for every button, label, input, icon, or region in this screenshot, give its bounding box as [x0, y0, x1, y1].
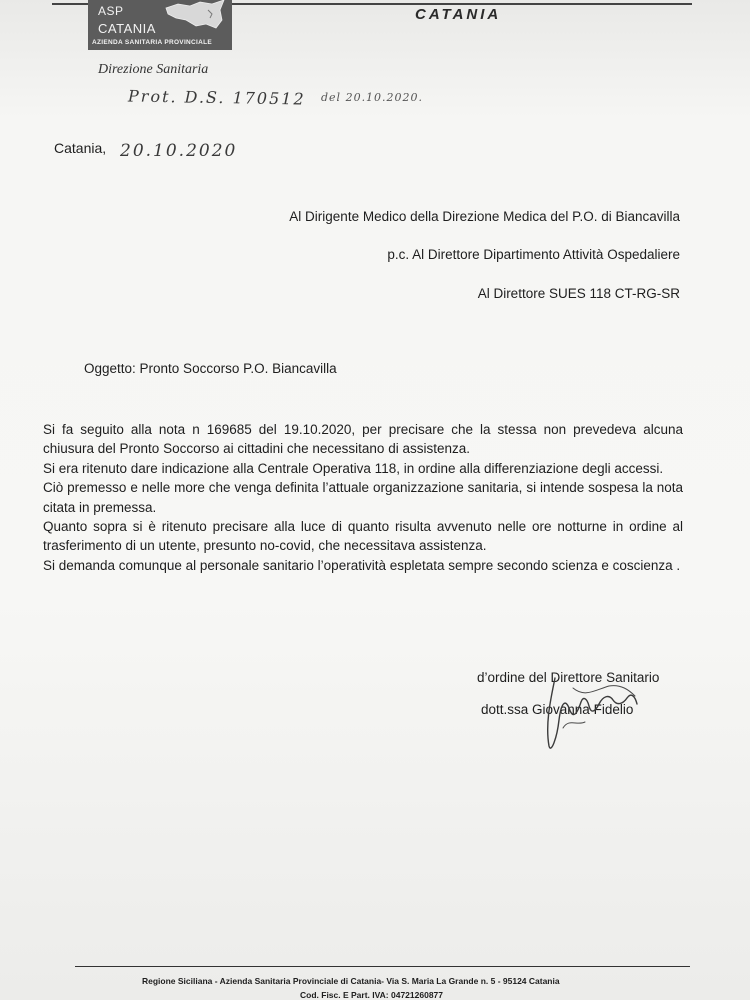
body-paragraph: Si fa seguito alla nota n 169685 del 19.10.2020, per precisare che la stessa non prevedeva alcuna chiusura del Pronto Soccorso ai cittadini che necessitano di assistenza.: [43, 422, 683, 457]
handwritten-letter-date: 20.10.2020: [120, 141, 238, 161]
asp-catania-logo: [88, 0, 232, 50]
letter-body: [43, 420, 683, 575]
footer-address: Regione Siciliana - Azienda Sanitaria Provinciale di Catania- Via S. Maria La Grande n. 5 - 95124 Catania: [142, 976, 560, 986]
handwritten-signature: [525, 668, 665, 758]
signature-role: d’ordine del Direttore Sanitario: [477, 670, 660, 685]
handwritten-protocol-date: del 20.10.2020.: [321, 91, 424, 104]
letter-place: Catania,: [54, 140, 107, 156]
logo-text-catania: CATANIA: [98, 21, 156, 36]
logo-text-azienda: AZIENDA SANITARIA PROVINCIALE: [92, 39, 213, 46]
logo-text-asp: ASP: [98, 4, 124, 18]
body-paragraph: Ciò premesso e nelle more che venga definita l’attuale organizzazione sanitaria, si intende sospesa la nota citata in premessa.: [43, 480, 683, 515]
footer-rule: [75, 966, 690, 967]
letter-subject: Oggetto: Pronto Soccorso P.O. Biancavilla: [84, 361, 337, 376]
footer-tax-code: Cod. Fisc. E Part. IVA: 04721260877: [300, 990, 443, 1000]
body-paragraph: Si era ritenuto dare indicazione alla Centrale Operativa 118, in ordine alla differenziazione degli accessi.: [43, 460, 664, 476]
header-city: CATANIA: [415, 6, 502, 23]
signatory-name: dott.ssa Giovanna Fidelio: [481, 702, 634, 717]
recipient-line: p.c. Al Direttore Dipartimento Attività Ospedaliere: [387, 247, 680, 262]
recipient-line: Al Direttore SUES 118 CT-RG-SR: [477, 286, 680, 301]
department-name: Direzione Sanitaria: [98, 62, 209, 77]
sicily-map-icon: [164, 0, 226, 30]
handwritten-protocol-number: Prot. D.S. 170512: [127, 86, 306, 109]
recipient-line: Al Dirigente Medico della Direzione Medica del P.O. di Biancavilla: [289, 209, 680, 224]
body-paragraph: Quanto sopra si è ritenuto precisare alla luce di quanto risulta avvenuto nelle ore notturne in ordine al trasferimento di un utente, presunto no-covid, che necessitava assistenza.: [43, 519, 683, 554]
body-paragraph: Si demanda comunque al personale sanitario l’operatività espletata sempre secondo scienza e coscienza .: [43, 557, 681, 573]
